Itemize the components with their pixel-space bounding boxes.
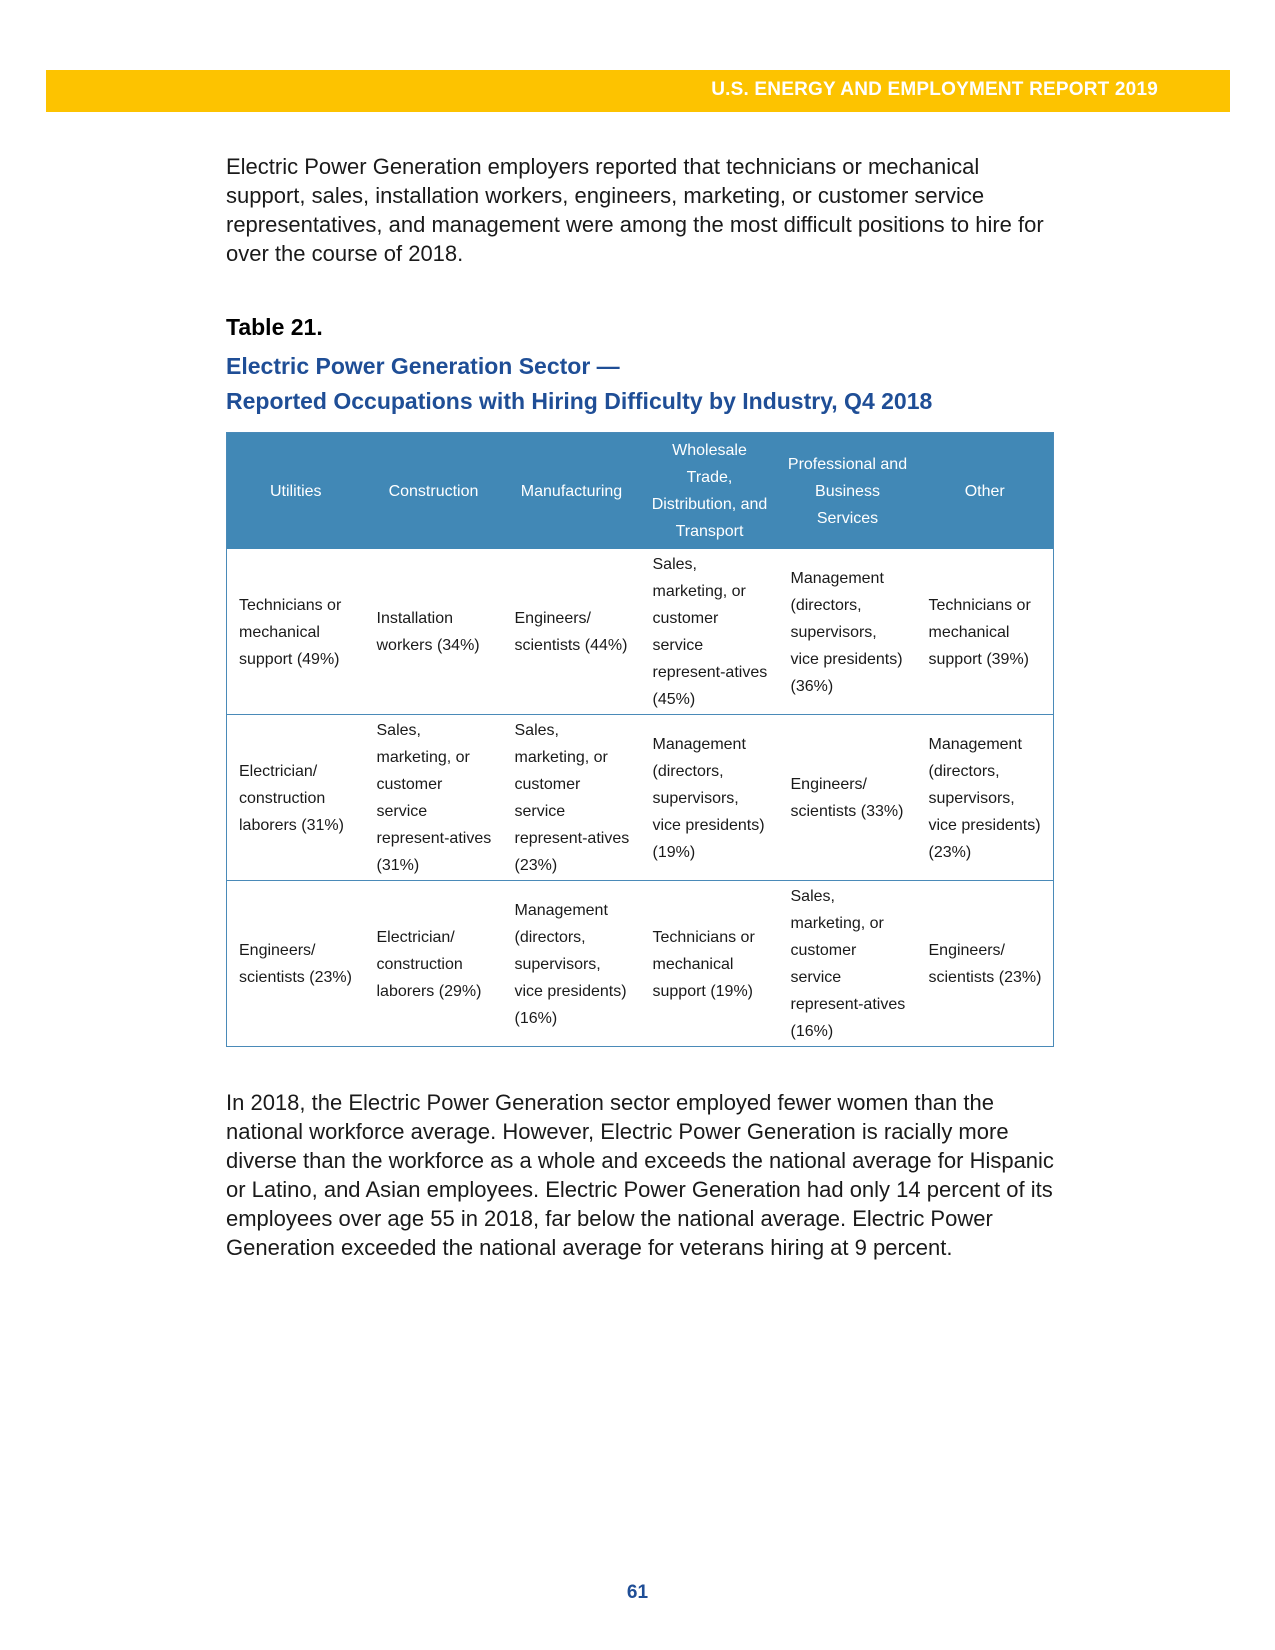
closing-paragraph: In 2018, the Electric Power Generation sector employed fewer women than the national workforce average. However, Electric Power Generation is racially more diverse than the workforce as a whole and exceeds the national average for Hispanic or Latino, and Asian employees. Electric Power Generation had only 14 percent of its employees over age 55 in 2018, far below the national average. Electric Power Generation exceeded the national average for veterans hiring at 9 percent. xyxy=(226,1090,1054,1260)
table-cell: Technicians or mechanical support (49%) xyxy=(239,596,342,668)
table-row xyxy=(227,881,1054,1047)
table-row xyxy=(227,549,1054,715)
table-cell: Engineers/ scientists (33%) xyxy=(779,715,917,881)
table-cell: Engineers/ scientists (44%) xyxy=(514,610,628,654)
table-row xyxy=(227,715,1054,881)
table-cell: Management (directors, supervisors, vice presidents) (19%) xyxy=(641,715,779,881)
table-cell: Installation workers (34%) xyxy=(376,610,480,654)
table-cell: Engineers/ scientists (23%) xyxy=(917,881,1054,1047)
report-header-bar xyxy=(46,70,1230,112)
table-title-line-1: Electric Power Generation Sector — xyxy=(226,353,620,379)
column-header-other: Other xyxy=(917,433,1054,550)
table-cell: Technicians or mechanical support (19%) xyxy=(641,881,779,1047)
intro-paragraph: Electric Power Generation employers reported that technicians or mechanical support, sales, installation workers, engineers, marketing, or customer service representatives, and management were among the most difficult positions to hire for over the course of 2018. xyxy=(226,154,1044,266)
table-cell: Electrician/ construction laborers (29%) xyxy=(365,881,503,1047)
report-header-title: U.S. ENERGY AND EMPLOYMENT REPORT 2019 xyxy=(711,79,1158,100)
table-title xyxy=(226,349,1056,419)
column-header-professional-services: Professional and Business Services xyxy=(779,433,917,550)
table-cell: Sales, marketing, or customer service represent-atives (16%) xyxy=(779,881,917,1047)
table-label: Table 21. xyxy=(226,314,323,340)
column-header-utilities: Utilities xyxy=(227,433,365,550)
hiring-difficulty-table xyxy=(226,432,1054,1047)
table-cell: Management (directors, supervisors, vice presidents) (16%) xyxy=(503,881,641,1047)
table-cell: Management (directors, supervisors, vice presidents) (36%) xyxy=(790,569,903,695)
table-cell: Management (directors, supervisors, vice presidents) (23%) xyxy=(917,715,1054,881)
table-header-row xyxy=(227,433,1054,550)
table-cell: Electrician/ construction laborers (31%) xyxy=(227,715,365,881)
page-number: 61 xyxy=(626,1582,649,1603)
table-cell: Sales, marketing, or customer service represent-atives (31%) xyxy=(365,715,503,881)
table-cell: Engineers/ scientists (23%) xyxy=(227,881,365,1047)
table-cell: Sales, marketing, or customer service represent-atives (45%) xyxy=(652,556,768,708)
column-header-wholesale-trade: Wholesale Trade, Distribution, and Transport xyxy=(641,433,779,550)
table-cell: Sales, marketing, or customer service represent-atives (23%) xyxy=(503,715,641,881)
column-header-manufacturing: Manufacturing xyxy=(503,433,641,550)
table-title-line-2: Reported Occupations with Hiring Difficulty by Industry, Q4 2018 xyxy=(226,388,933,414)
table-cell: Technicians or mechanical support (39%) xyxy=(928,596,1031,668)
column-header-construction: Construction xyxy=(365,433,503,550)
